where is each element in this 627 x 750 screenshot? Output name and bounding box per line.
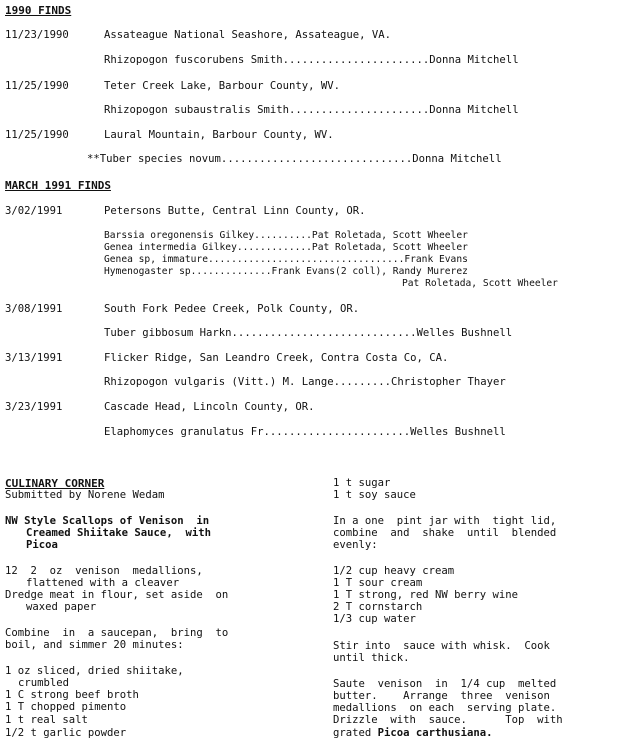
recipe-step — [333, 727, 492, 740]
find-specimen: Rhizopogon vulgaris (Vitt.) M. Lange.........Christopher Thayer — [104, 376, 506, 388]
ingredient: 1 C strong beef broth — [5, 689, 139, 701]
ingredient: 2 T cornstarch — [333, 601, 423, 613]
recipe-step: Drizzle with sauce. Top with — [333, 714, 563, 726]
find-date: 3/13/1991 — [5, 352, 63, 364]
recipe-step: Saute venison in 1/4 cup melted — [333, 678, 557, 690]
find-specimen: Pat Roletada, Scott Wheeler — [402, 278, 558, 289]
find-specimen: Elaphomyces granulatus Fr.......................Welles Bushnell — [104, 426, 506, 438]
find-date: 3/02/1991 — [5, 205, 63, 217]
recipe-title: Picoa — [26, 539, 58, 551]
recipe-step: Combine in a saucepan, bring to — [5, 627, 229, 639]
find-location: Laural Mountain, Barbour County, WV. — [104, 129, 334, 141]
recipe-step: 12 2 oz venison medallions, — [5, 565, 203, 577]
find-specimen: Hymenogaster sp..............Frank Evans(2 coll), Randy Murerez — [104, 266, 468, 277]
find-location: Teter Creek Lake, Barbour County, WV. — [104, 80, 340, 92]
recipe-step: butter. Arrange three venison — [333, 690, 550, 702]
ingredient: 1/3 cup water — [333, 613, 416, 625]
ingredient: 1 t soy sauce — [333, 489, 416, 501]
find-date: 11/23/1990 — [5, 29, 69, 41]
recipe-step: combine and shake until blended — [333, 527, 557, 539]
recipe-step: medallions on each serving plate. — [333, 702, 557, 714]
find-date: 3/23/1991 — [5, 401, 63, 413]
recipe-step: waxed paper — [26, 601, 97, 613]
ingredient: 1/2 t garlic powder — [5, 727, 127, 739]
find-date: 11/25/1990 — [5, 129, 69, 141]
recipe-title: Creamed Shiitake Sauce, with — [26, 527, 211, 539]
find-location: Flicker Ridge, San Leandro Creek, Contra Costa Co, CA. — [104, 352, 449, 364]
ingredient: 1 oz sliced, dried shiitake, — [5, 665, 184, 677]
heading-march-1991-finds: MARCH 1991 FINDS — [5, 179, 111, 192]
heading-1990-finds: 1990 FINDS — [5, 4, 72, 17]
find-specimen: Genea sp, immature..................................Frank Evans — [104, 254, 468, 265]
ingredient: 1 T chopped pimento — [5, 701, 127, 713]
recipe-step: Dredge meat in flour, set aside on — [5, 589, 229, 601]
recipe-step: until thick. — [333, 652, 410, 664]
recipe-text: grated — [333, 727, 378, 739]
find-specimen: Genea intermedia Gilkey.............Pat Roletada, Scott Wheeler — [104, 242, 468, 253]
ingredient: 1 T sour cream — [333, 577, 423, 589]
find-specimen: **Tuber species novum..............................Donna Mitchell — [87, 153, 502, 165]
picoa-name: Picoa carthusiana. — [377, 727, 493, 739]
recipe-title: NW Style Scallops of Venison in — [5, 515, 210, 527]
ingredient: 1 t real salt — [5, 714, 88, 726]
recipe-step: evenly: — [333, 539, 378, 551]
ingredient: crumbled — [18, 677, 70, 689]
find-specimen: Rhizopogon subaustralis Smith......................Donna Mitchell — [104, 104, 519, 116]
find-specimen: Barssia oregonensis Gilkey..........Pat Roletada, Scott Wheeler — [104, 230, 468, 241]
find-location: Petersons Butte, Central Linn County, OR. — [104, 205, 366, 217]
submitted-by: Submitted by Norene Wedam — [5, 489, 165, 501]
find-location: Cascade Head, Lincoln County, OR. — [104, 401, 315, 413]
ingredient: 1 T strong, red NW berry wine — [333, 589, 518, 601]
recipe-step: boil, and simmer 20 minutes: — [5, 639, 184, 651]
find-location: Assateague National Seashore, Assateague, VA. — [104, 29, 392, 41]
ingredient: 1 t sugar — [333, 477, 391, 489]
find-specimen: Tuber gibbosum Harkn.............................Welles Bushnell — [104, 327, 513, 339]
heading-culinary-corner: CULINARY CORNER — [5, 477, 105, 490]
recipe-step: In a one pint jar with tight lid, — [333, 515, 557, 527]
find-date: 3/08/1991 — [5, 303, 63, 315]
ingredient: 1/2 cup heavy cream — [333, 565, 455, 577]
find-location: South Fork Pedee Creek, Polk County, OR. — [104, 303, 360, 315]
recipe-step: flattened with a cleaver — [26, 577, 180, 589]
find-specimen: Rhizopogon fuscorubens Smith.......................Donna Mitchell — [104, 54, 519, 66]
find-date: 11/25/1990 — [5, 80, 69, 92]
recipe-step: Stir into sauce with whisk. Cook — [333, 640, 550, 652]
